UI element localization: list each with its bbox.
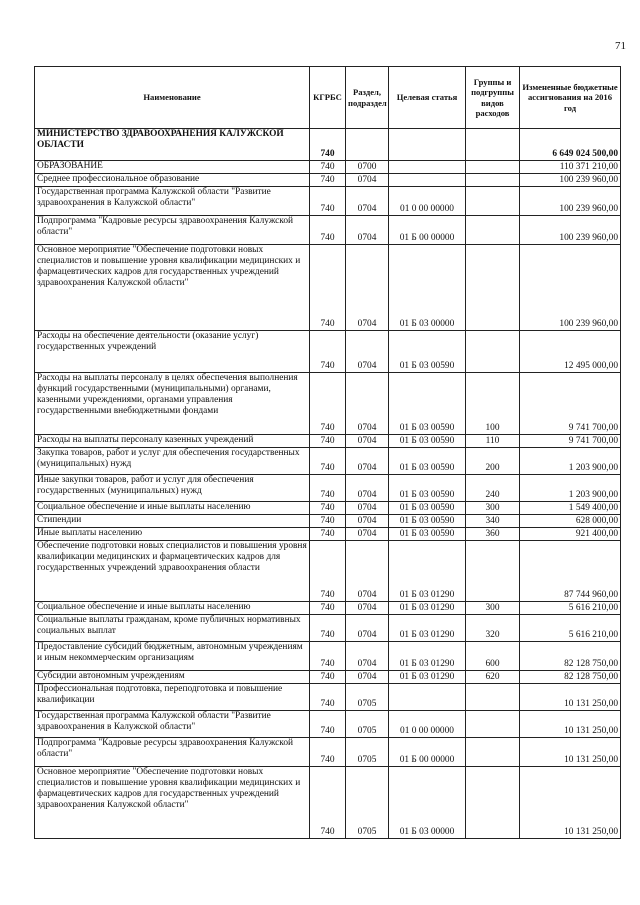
cell-group: 300 [466, 602, 520, 615]
table-row [35, 767, 621, 839]
cell-section: 0704 [346, 528, 389, 541]
cell-kgrbs: 740 [310, 129, 346, 161]
cell-group [466, 767, 520, 839]
cell-group [466, 245, 520, 331]
cell-kgrbs: 740 [310, 711, 346, 738]
cell-name: Предоставление субсидий бюджетным, автономным учреждениям и иным некоммерческим организациям [35, 642, 310, 671]
header-target: Целевая статья [389, 67, 466, 129]
cell-kgrbs: 740 [310, 528, 346, 541]
cell-kgrbs: 740 [310, 245, 346, 331]
cell-kgrbs: 740 [310, 373, 346, 435]
cell-name: Подпрограмма "Кадровые ресурсы здравоохранения Калужской области" [35, 738, 310, 767]
table-row [35, 541, 621, 602]
cell-section: 0704 [346, 331, 389, 373]
cell-kgrbs: 740 [310, 642, 346, 671]
cell-name: Среднее профессиональное образование [35, 174, 310, 187]
cell-amount: 12 495 000,00 [520, 331, 621, 373]
table-row [35, 711, 621, 738]
table-row [35, 129, 621, 161]
cell-group [466, 161, 520, 174]
cell-name: Основное мероприятие "Обеспечение подготовки новых специалистов и повышение уровня квалификации медицинских и фармацевтических кадров для государственных учреждений здравоохранения Калужской области" [35, 767, 310, 839]
table-row [35, 174, 621, 187]
table-row [35, 216, 621, 245]
cell-section: 0704 [346, 448, 389, 475]
cell-target: 01 Б 03 00590 [389, 515, 466, 528]
cell-kgrbs: 740 [310, 502, 346, 515]
cell-target: 01 Б 03 00590 [389, 448, 466, 475]
cell-section: 0704 [346, 541, 389, 602]
cell-name: Обеспечение подготовки новых специалистов и повышения уровня квалификации медицинских и фармацевтических кадров для государственных учреждений здравоохранения области [35, 541, 310, 602]
cell-group: 200 [466, 448, 520, 475]
cell-group: 240 [466, 475, 520, 502]
cell-name: Подпрограмма "Кадровые ресурсы здравоохранения Калужской области" [35, 216, 310, 245]
table-row [35, 502, 621, 515]
cell-name: Расходы на обеспечение деятельности (оказание услуг) государственных учреждений [35, 331, 310, 373]
cell-group [466, 129, 520, 161]
cell-amount: 10 131 250,00 [520, 738, 621, 767]
table-row [35, 245, 621, 331]
budget-table [34, 66, 621, 839]
cell-amount: 100 239 960,00 [520, 187, 621, 216]
cell-amount: 1 203 900,00 [520, 475, 621, 502]
cell-group: 320 [466, 615, 520, 642]
cell-target: 01 0 00 00000 [389, 711, 466, 738]
cell-name: МИНИСТЕРСТВО ЗДРАВООХРАНЕНИЯ КАЛУЖСКОЙ ОБЛАСТИ [35, 129, 310, 161]
cell-section: 0700 [346, 161, 389, 174]
cell-kgrbs: 740 [310, 541, 346, 602]
cell-target: 01 Б 00 00000 [389, 216, 466, 245]
header-groups: Группы и подгруппы видов расходов [466, 67, 520, 129]
cell-amount: 10 131 250,00 [520, 711, 621, 738]
cell-group: 340 [466, 515, 520, 528]
cell-amount: 1 203 900,00 [520, 448, 621, 475]
cell-name: Иные выплаты населению [35, 528, 310, 541]
cell-section: 0704 [346, 475, 389, 502]
cell-kgrbs: 740 [310, 738, 346, 767]
cell-name: Социальное обеспечение и иные выплаты населению [35, 502, 310, 515]
cell-target [389, 161, 466, 174]
table-row [35, 187, 621, 216]
cell-name: Социальные выплаты гражданам, кроме публичных нормативных социальных выплат [35, 615, 310, 642]
cell-name: Расходы на выплаты персоналу в целях обеспечения выполнения функций государственными (муниципальными) органами, казенными учреждениями, органами управления государственными внебюджетными фондами [35, 373, 310, 435]
cell-target: 01 0 00 00000 [389, 187, 466, 216]
cell-name: Стипендии [35, 515, 310, 528]
cell-kgrbs: 740 [310, 448, 346, 475]
table-row [35, 475, 621, 502]
cell-target: 01 Б 03 00590 [389, 528, 466, 541]
cell-group: 100 [466, 373, 520, 435]
cell-kgrbs: 740 [310, 174, 346, 187]
header-kgrbs: КГРБС [310, 67, 346, 129]
cell-target: 01 Б 03 00000 [389, 245, 466, 331]
cell-target: 01 Б 00 00000 [389, 738, 466, 767]
cell-section: 0704 [346, 615, 389, 642]
cell-kgrbs: 740 [310, 767, 346, 839]
table-row [35, 161, 621, 174]
cell-group [466, 541, 520, 602]
cell-section: 0704 [346, 174, 389, 187]
cell-amount: 10 131 250,00 [520, 684, 621, 711]
cell-target: 01 Б 03 01290 [389, 671, 466, 684]
cell-amount: 6 649 024 500,00 [520, 129, 621, 161]
cell-amount: 1 549 400,00 [520, 502, 621, 515]
cell-kgrbs: 740 [310, 331, 346, 373]
cell-amount: 5 616 210,00 [520, 602, 621, 615]
cell-section: 0704 [346, 671, 389, 684]
table-row [35, 642, 621, 671]
table-row [35, 331, 621, 373]
cell-target [389, 129, 466, 161]
cell-target: 01 Б 03 01290 [389, 615, 466, 642]
table-row [35, 671, 621, 684]
cell-group [466, 187, 520, 216]
cell-name: ОБРАЗОВАНИЕ [35, 161, 310, 174]
cell-section: 0704 [346, 216, 389, 245]
cell-name: Иные закупки товаров, работ и услуг для обеспечения государственных (муниципальных) нужд [35, 475, 310, 502]
cell-name: Государственная программа Калужской области "Развитие здравоохранения в Калужской области" [35, 187, 310, 216]
cell-section [346, 129, 389, 161]
cell-section: 0704 [346, 245, 389, 331]
cell-amount: 82 128 750,00 [520, 642, 621, 671]
header-name: Наименование [35, 67, 310, 129]
cell-name: Социальное обеспечение и иные выплаты населению [35, 602, 310, 615]
table-row [35, 528, 621, 541]
cell-section: 0704 [346, 373, 389, 435]
cell-name: Расходы на выплаты персоналу казенных учреждений [35, 435, 310, 448]
cell-section: 0704 [346, 187, 389, 216]
table-row [35, 435, 621, 448]
table-body [35, 129, 621, 839]
table-row [35, 615, 621, 642]
cell-kgrbs: 740 [310, 615, 346, 642]
cell-section: 0705 [346, 738, 389, 767]
cell-kgrbs: 740 [310, 515, 346, 528]
cell-amount: 9 741 700,00 [520, 373, 621, 435]
cell-target [389, 684, 466, 711]
cell-name: Закупка товаров, работ и услуг для обеспечения государственных (муниципальных) нужд [35, 448, 310, 475]
cell-section: 0704 [346, 515, 389, 528]
cell-amount: 87 744 960,00 [520, 541, 621, 602]
cell-section: 0704 [346, 642, 389, 671]
cell-target: 01 Б 03 00590 [389, 502, 466, 515]
cell-amount: 9 741 700,00 [520, 435, 621, 448]
cell-section: 0705 [346, 684, 389, 711]
header-amount: Измененные бюджетные ассигнования на 2016 год [520, 67, 621, 129]
cell-target: 01 Б 03 00590 [389, 435, 466, 448]
cell-name: Субсидии автономным учреждениям [35, 671, 310, 684]
cell-group [466, 216, 520, 245]
cell-section: 0705 [346, 711, 389, 738]
cell-amount: 110 371 210,00 [520, 161, 621, 174]
cell-group: 110 [466, 435, 520, 448]
cell-target: 01 Б 03 00000 [389, 767, 466, 839]
cell-section: 0705 [346, 767, 389, 839]
cell-group [466, 711, 520, 738]
cell-section: 0704 [346, 435, 389, 448]
cell-target: 01 Б 03 01290 [389, 602, 466, 615]
cell-group: 300 [466, 502, 520, 515]
cell-name: Профессиональная подготовка, переподготовка и повышение квалификации [35, 684, 310, 711]
cell-amount: 5 616 210,00 [520, 615, 621, 642]
cell-kgrbs: 740 [310, 216, 346, 245]
cell-target: 01 Б 03 00590 [389, 331, 466, 373]
cell-target: 01 Б 03 01290 [389, 541, 466, 602]
cell-target: 01 Б 03 00590 [389, 373, 466, 435]
cell-amount: 100 239 960,00 [520, 174, 621, 187]
cell-group: 360 [466, 528, 520, 541]
cell-group: 620 [466, 671, 520, 684]
cell-name: Основное мероприятие "Обеспечение подготовки новых специалистов и повышение уровня квалификации медицинских и фармацевтических кадров для государственных учреждений здравоохранения Калужской области" [35, 245, 310, 331]
cell-amount: 10 131 250,00 [520, 767, 621, 839]
cell-kgrbs: 740 [310, 187, 346, 216]
cell-section: 0704 [346, 602, 389, 615]
cell-kgrbs: 740 [310, 671, 346, 684]
cell-amount: 100 239 960,00 [520, 216, 621, 245]
table-row [35, 515, 621, 528]
header-section: Раздел, подраздел [346, 67, 389, 129]
cell-group [466, 174, 520, 187]
cell-group [466, 684, 520, 711]
cell-amount: 628 000,00 [520, 515, 621, 528]
cell-amount: 82 128 750,00 [520, 671, 621, 684]
cell-target: 01 Б 03 00590 [389, 475, 466, 502]
cell-name: Государственная программа Калужской области "Развитие здравоохранения в Калужской области" [35, 711, 310, 738]
cell-amount: 100 239 960,00 [520, 245, 621, 331]
page-number: 71 [615, 40, 626, 52]
cell-group [466, 331, 520, 373]
cell-group [466, 738, 520, 767]
cell-target [389, 174, 466, 187]
cell-kgrbs: 740 [310, 435, 346, 448]
cell-target: 01 Б 03 01290 [389, 642, 466, 671]
cell-group: 600 [466, 642, 520, 671]
cell-amount: 921 400,00 [520, 528, 621, 541]
table-row [35, 684, 621, 711]
cell-kgrbs: 740 [310, 602, 346, 615]
cell-kgrbs: 740 [310, 161, 346, 174]
table-row [35, 373, 621, 435]
table-row [35, 602, 621, 615]
cell-kgrbs: 740 [310, 475, 346, 502]
cell-kgrbs: 740 [310, 684, 346, 711]
cell-section: 0704 [346, 502, 389, 515]
table-row [35, 738, 621, 767]
table-row [35, 448, 621, 475]
